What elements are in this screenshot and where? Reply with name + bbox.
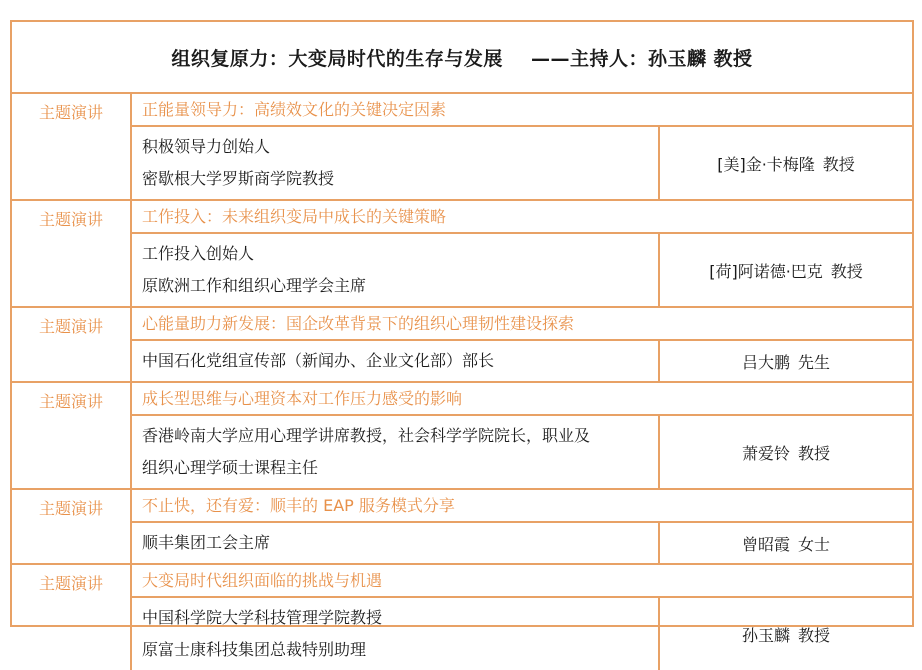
speaker-name: 曾昭霞 (741, 534, 790, 554)
speaker (660, 598, 912, 670)
speaker-title: 教授 (822, 154, 855, 174)
session-tag: 主题演讲 (12, 201, 132, 306)
description-line: 原富士康科技集团总裁特别助理 (142, 640, 367, 659)
description-line: 原欧洲工作和组织心理学会主席 (142, 276, 367, 295)
speaker-description (132, 341, 660, 381)
session-topic: 成长型思维与心理资本对工作压力感受的影响 (132, 383, 912, 416)
speaker-title: 女士 (798, 534, 831, 554)
description-line: 香港岭南大学应用心理学讲席教授，社会科学学院院长，职业及 (142, 426, 591, 445)
session-tag: 主题演讲 (12, 490, 132, 563)
speaker-title: 教授 (798, 625, 831, 645)
agenda-header (12, 22, 912, 94)
speaker-description (132, 127, 660, 199)
session-tag: 主题演讲 (12, 383, 132, 488)
description-line: 积极领导力创始人 (142, 137, 271, 156)
description-line: 中国科学院大学科技管理学院教授 (142, 608, 383, 627)
speaker-name: 吕大鹏 (741, 352, 790, 372)
speaker-title: 教授 (830, 261, 863, 281)
speaker (660, 341, 912, 381)
speaker (660, 127, 912, 199)
session-topic: 工作投入：未来组织变局中成长的关键策略 (132, 201, 912, 234)
speaker-name: 孙玉麟 (741, 625, 790, 645)
speaker (660, 234, 912, 306)
speaker (660, 523, 912, 563)
description-line: 中国石化党组宣传部（新闻办、企业文化部）部长 (142, 351, 495, 370)
session-block (12, 94, 912, 201)
agenda-title: 组织复原力：大变局时代的生存与发展 (171, 47, 503, 70)
speaker-title: 教授 (798, 443, 831, 463)
speaker-title: 先生 (798, 352, 831, 372)
session-block (12, 201, 912, 308)
session-block (12, 565, 912, 670)
session-topic: 不止快，还有爱：顺丰的 EAP 服务模式分享 (132, 490, 912, 523)
session-block (12, 490, 912, 565)
agenda-host: ——主持人：孙玉麟 教授 (530, 47, 753, 70)
description-line: 顺丰集团工会主席 (142, 533, 271, 552)
speaker-description (132, 523, 660, 563)
speaker-description (132, 416, 660, 488)
speaker-name: [美]金·卡梅隆 (717, 154, 815, 174)
session-tag: 主题演讲 (12, 94, 132, 199)
session-topic: 大变局时代组织面临的挑战与机遇 (132, 565, 912, 598)
agenda-table (10, 20, 914, 659)
session-topic: 心能量助力新发展：国企改革背景下的组织心理韧性建设探索 (132, 308, 912, 341)
description-line: 密歇根大学罗斯商学院教授 (142, 169, 335, 188)
speaker-description (132, 234, 660, 306)
session-block (12, 383, 912, 490)
speaker-name: [荷]阿诺德·巴克 (709, 261, 823, 281)
speaker (660, 416, 912, 488)
session-tag: 主题演讲 (12, 308, 132, 381)
session-topic: 正能量领导力：高绩效文化的关键决定因素 (132, 94, 912, 127)
session-block (12, 308, 912, 383)
description-line: 组织心理学硕士课程主任 (142, 458, 319, 477)
speaker-description (132, 598, 660, 670)
description-line: 工作投入创始人 (142, 244, 255, 263)
speaker-name: 萧爱铃 (741, 443, 790, 463)
session-tag: 主题演讲 (12, 565, 132, 670)
